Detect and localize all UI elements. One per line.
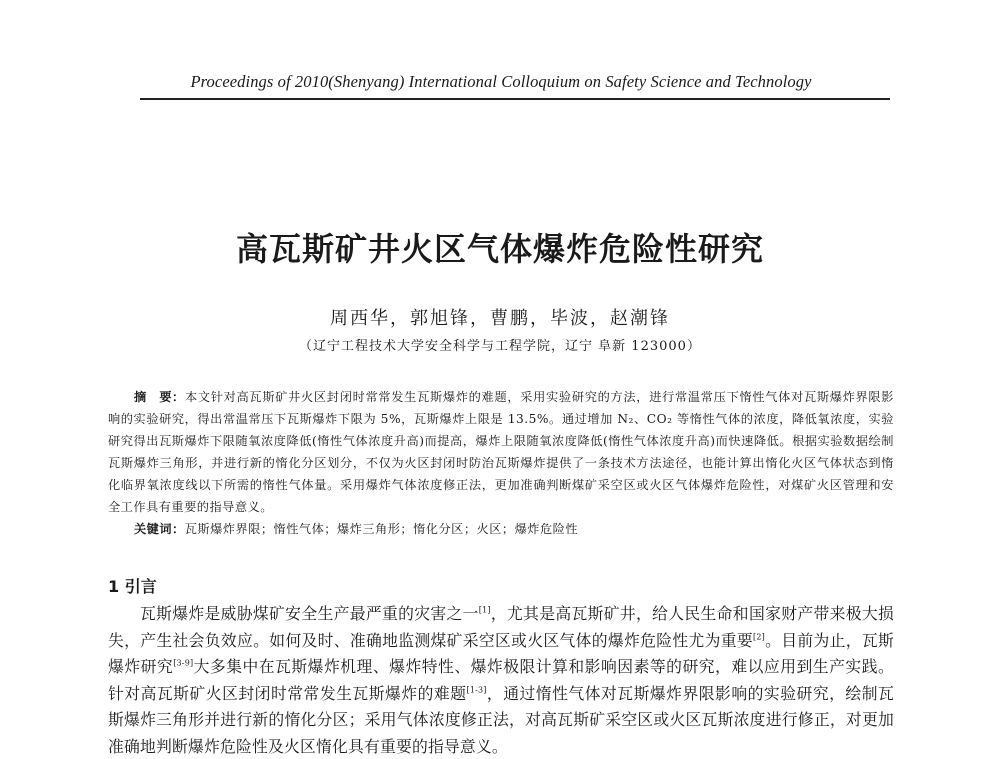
- citation-ref: [1]: [478, 605, 491, 615]
- keywords-label: 关键词：: [134, 522, 185, 536]
- section-heading-introduction: 1 引言: [108, 577, 157, 596]
- citation-ref: [1-3]: [466, 685, 487, 695]
- running-header: Proceedings of 2010(Shenyang) International Colloquium on Safety Science and Technology: [190, 72, 812, 91]
- keywords: [134, 520, 894, 537]
- abstract-text: 本文针对高瓦斯矿井火区封闭时常常发生瓦斯爆炸的难题，采用实验研究的方法，进行常温常压下惰性气体对瓦斯爆炸界限影响的实验研究，得出常温常压下瓦斯爆炸下限为 5%，瓦斯爆炸上限是 13.5%。通过增加 N₂、CO₂ 等惰性气体的浓度，降低氧浓度，实验研究得出瓦斯爆炸下限随氧浓度降低(惰性气体浓度升高)而提高，爆炸上限随氧浓度降低(惰性气体浓度升高)而快速降低。根据实验数据绘制瓦斯爆炸三角形，并进行新的惰化分区划分，不仅为火区封闭时防治瓦斯爆炸提供了一条技术方法途径，也能计算出惰化火区气体状态到惰化临界氧浓度线以下所需的惰性气体量。采用爆炸气体浓度修正法，更加准确判断煤矿采空区或火区气体爆炸危险性，对煤矿火区管理和安全工作具有重要的指导意义。: [108, 390, 894, 514]
- intro-text-5: ，通过惰性气体对瓦斯爆炸界限影响的实验研究，绘制瓦斯爆炸三角形并进行新的惰化分区；采用气体浓度修正法，对高瓦斯矿采空区或火区瓦斯浓度进行修正，对更加准确地判断爆炸危险性及火区惰化具有重要的指导意义。: [108, 683, 894, 756]
- abstract-label: 摘 要：: [134, 390, 185, 404]
- citation-ref: [3-9]: [173, 658, 194, 668]
- intro-text-2: ，尤其是高瓦斯矿井，给人民生命和国家财产带来极大损失，产生社会负效应。如何及时、准确地监测煤矿采空区或火区气体的爆炸危险性尤为重要: [108, 604, 894, 650]
- intro-text-3: 。目前为止，瓦斯爆炸研究: [108, 630, 894, 676]
- introduction-paragraph: [108, 601, 894, 759]
- citation-ref: [2]: [753, 632, 765, 642]
- author-list: 周西华，郭旭锋，曹鹏，毕波，赵潮锋: [330, 308, 670, 329]
- header-divider: [140, 98, 890, 100]
- author-affiliation: （辽宁工程技术大学安全科学与工程学院，辽宁 阜新 123000）: [299, 339, 701, 354]
- paper-title: 高瓦斯矿井火区气体爆炸危险性研究: [235, 230, 764, 268]
- abstract: [108, 386, 894, 518]
- keywords-text: 瓦斯爆炸界限；惰性气体；爆炸三角形；惰化分区；火区；爆炸危险性: [184, 522, 579, 536]
- intro-text-1: 瓦斯爆炸是威胁煤矿安全生产最严重的灾害之一: [140, 604, 479, 623]
- intro-text-4: 大多集中在瓦斯爆炸机理、爆炸特性、爆炸极限计算和影响因素等的研究，难以应用到生产实践。针对高瓦斯矿火区封闭时常常发生瓦斯爆炸的难题: [108, 657, 894, 703]
